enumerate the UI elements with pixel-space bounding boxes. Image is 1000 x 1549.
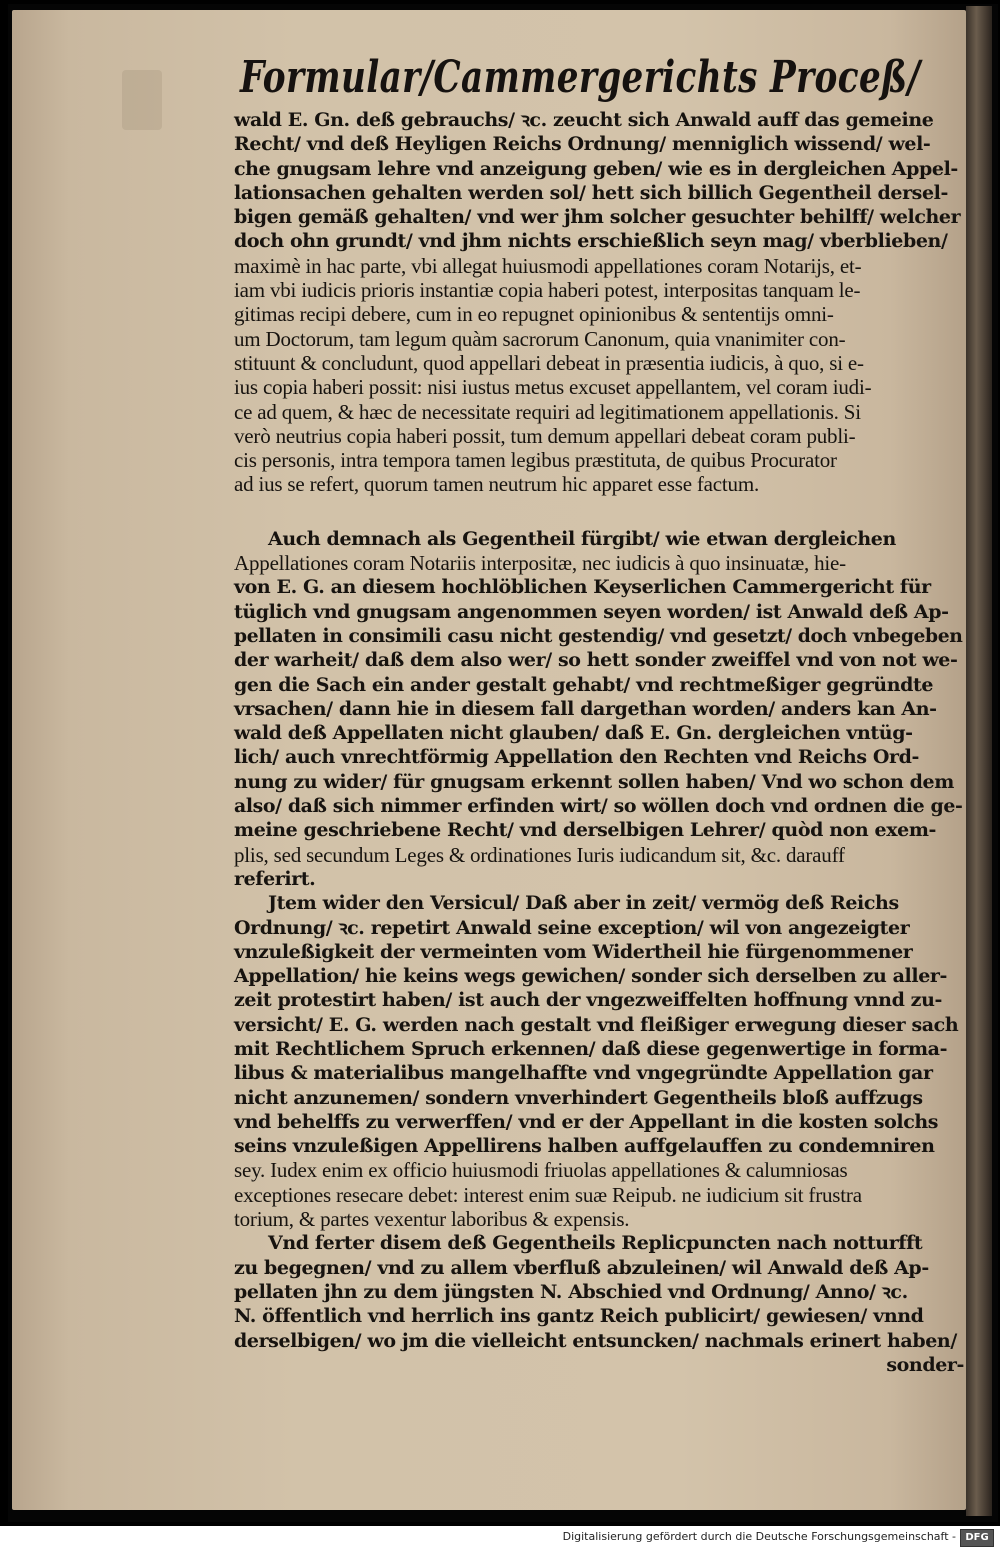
text-line: nung zu wider/ für gnugsam erkennt sollen haben/ Vnd wo schon dem	[234, 770, 954, 793]
text-line: stituunt & concludunt, quod appellari debeat in præsentia iudicis, à quo, si e-	[234, 350, 864, 375]
text-line: bigen gemäß gehalten/ vnd wer jhm solcher gesuchter behilff/ welcher	[234, 206, 961, 229]
text-line: gen die Sach ein ander gestalt gehabt/ vnd rechtmeßiger gegründte	[234, 673, 934, 696]
text-line: pellaten in consimili casu nicht gestendig/ vnd gesetzt/ doch vnbegeben	[234, 624, 963, 647]
text-line: torium, & partes vexentur laboribus & expensis.	[234, 1207, 630, 1232]
text-line: ce ad quem, & hæc de necessitate requiri ad legitimationem appellationis. Si	[234, 399, 861, 424]
text-line: N. öffentlich vnd herrlich ins gantz Reich publicirt/ gewiesen/ vnnd	[234, 1305, 924, 1328]
text-line: sonder-	[886, 1353, 964, 1376]
text-line: derselbigen/ wo jm die vielleicht entsuncken/ nachmals erinert haben/	[234, 1329, 957, 1352]
text-line: versicht/ E. G. werden nach gestalt vnd fleißiger erwegung dieser sach	[234, 1013, 959, 1036]
text-line: nicht anzunemen/ sondern vnverhindert Gegentheils bloß auffzugs	[234, 1086, 923, 1109]
text-line: cis personis, intra tempora tamen legibus præstituta, de quibus Procurator	[234, 448, 837, 473]
text-line: plis, sed secundum Leges & ordinationes Iuris iudicandum sit, &c. darauff	[234, 842, 845, 867]
paragraph-gap	[234, 497, 974, 527]
text-line: ius copia haberi possit: nisi iustus metus excuset appellantem, vel coram iudi-	[234, 375, 872, 400]
text-line: iam vbi iudicis prioris instantiæ copia haberi potest, interpositas tanquam le-	[234, 278, 861, 303]
bleed-through-mark	[122, 70, 162, 130]
funding-note: Digitalisierung gefördert durch die Deutsche Forschungsgemeinschaft -	[562, 1530, 956, 1543]
text-line: meine geschriebene Recht/ vnd derselbigen Lehrer/ quòd non exem-	[234, 819, 937, 842]
text-line: Jtem wider den Versicul/ Daß aber in zeit/ vermög deß Reichs	[268, 892, 899, 915]
text-line: um Doctorum, tam legum quàm sacrorum Canonum, quia vnanimiter con-	[234, 326, 846, 351]
text-line: wald E. Gn. deß gebrauchs/ ꝛc. zeucht sich Anwald auff das gemeine	[234, 109, 934, 131]
footer-bar	[0, 1526, 1000, 1549]
text-line: lich/ auch vnrechtförmig Appellation den Rechten vnd Reichs Ord-	[234, 746, 919, 769]
text-line: exceptiones resecare debet: interest enim suæ Reipub. ne iudicium sit frustra	[234, 1182, 862, 1207]
text-line: Ordnung/ ꝛc. repetirt Anwald seine exception/ wil von angezeigter	[234, 916, 910, 939]
text-line: Recht/ vnd deß Heyligen Reichs Ordnung/ menniglich wissend/ wel-	[234, 133, 931, 156]
text-line: pellaten jhn zu dem jüngsten N. Abschied vnd Ordnung/ Anno/ ꝛc.	[234, 1280, 908, 1303]
dfg-logo: DFG	[960, 1529, 994, 1547]
text-line: Vnd ferter disem deß Gegentheils Replicpuncten nach notturfft	[268, 1232, 923, 1255]
text-line: lationsachen gehalten werden sol/ hett sich billich Gegentheil dersel-	[234, 181, 948, 204]
text-line: gitimas recipi debere, cum in eo repugnet opinionibus & sententijs omni-	[234, 302, 834, 327]
text-line: wald deß Appellaten nicht glauben/ daß E. Gn. dergleichen vntüg-	[234, 722, 913, 745]
running-title: Formular/Cammergerichts Proceß/	[240, 52, 921, 103]
text-line: zeit protestirt haben/ ist auch der vngezweiffelten hoffnung vnnd zu-	[234, 989, 942, 1012]
text-line: mit Rechtlichem Spruch erkennen/ daß diese gegenwertige in forma-	[234, 1037, 948, 1060]
text-line: zu begegnen/ vnd zu allem vberfluß abzuleinen/ wil Anwald deß Ap-	[234, 1256, 929, 1279]
text-line: der warheit/ daß dem also wer/ so hett sonder zweiffel vnd von not we-	[234, 649, 958, 672]
text-line: vrsachen/ dann hie in diesem fall dargethan worden/ anders kan An-	[234, 697, 937, 720]
body-text	[234, 108, 974, 1377]
text-line: seins vnzuleßigen Appellirens halben auffgelauffen zu condemniren	[234, 1135, 935, 1158]
text-line: Appellationes coram Notariis interpositæ, nec iudicis à quo insinuatæ, hie-	[234, 551, 846, 576]
text-line: tüglich vnd gnugsam angenommen seyen worden/ ist Anwald deß Ap-	[234, 600, 949, 623]
text-line: Auch demnach als Gegentheil fürgibt/ wie etwan dergleichen	[268, 527, 896, 550]
text-line: sey. Iudex enim ex officio huiusmodi friuolas appellationes & calumniosas	[234, 1158, 848, 1183]
text-line: von E. G. an diesem hochlöblichen Keyserlichen Cammergericht für	[234, 576, 931, 599]
text-line: ad ius se refert, quorum tamen neutrum hic apparet esse factum.	[234, 472, 760, 497]
text-line: libus & materialibus mangelhaffte vnd vngegründte Appellation gar	[234, 1062, 933, 1085]
text-line: che gnugsam lehre vnd anzeigung geben/ wie es in dergleichen Appel-	[234, 157, 958, 180]
text-line: also/ daß sich nimmer erfinden wirt/ so wöllen doch vnd ordnen die ge-	[234, 795, 963, 818]
text-line: referirt.	[234, 867, 316, 890]
text-line: verò neutrius copia haberi possit, tum demum appellari debeat coram publi-	[234, 423, 856, 448]
text-line: Appellation/ hie keins wegs gewichen/ sonder sich derselben zu aller-	[234, 965, 947, 988]
text-line: vnd behelffs zu verwerffen/ vnd er der Appellant in die kosten solchs	[234, 1110, 939, 1133]
text-line: maximè in hac parte, vbi allegat huiusmodi appellationes coram Notarijs, et-	[234, 253, 862, 278]
text-line: doch ohn grundt/ vnd jhm nichts erschießlich seyn mag/ vberblieben/	[234, 230, 948, 253]
text-line: vnzuleßigkeit der vermeinten vom Widertheil hie fürgenommener	[234, 940, 913, 963]
